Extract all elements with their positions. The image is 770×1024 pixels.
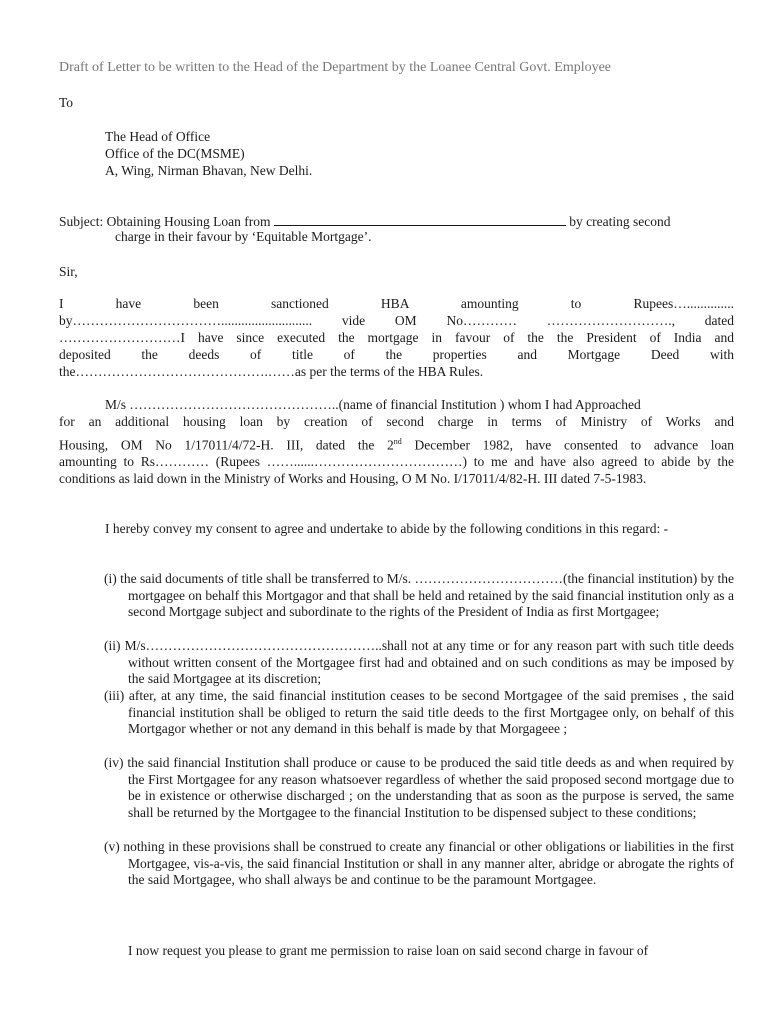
condition-i: (i) the said documents of title shall be transferred to M/s. ……………………………(the financial institution) by the mortgagee on behalf this Mortgagor and that shall be held and retained by the said financial institution only as a second Mortgage subject and subordinate to the rights of the President of India as first Mortgagee; — [104, 571, 734, 619]
address-line-3: A, Wing, Nirman Bhavan, New Delhi. — [105, 163, 313, 178]
ordinal-suffix: nd — [393, 437, 402, 446]
para1-line-3: ………………………I have since executed the mortgage in favour of the the President of India and — [59, 330, 734, 345]
subject-prefix: Subject: Obtaining Housing Loan from — [59, 214, 271, 229]
para2-line-3 — [59, 437, 734, 454]
para1-line-1: I have been sanctioned HBA amounting to Rupees….............. — [59, 296, 734, 311]
document-header: Draft of Letter to be written to the Head of the Department by the Loanee Central Govt. Employee — [59, 60, 612, 75]
para1-line-5: the…………………………………….……as per the terms of the HBA Rules. — [59, 364, 484, 379]
address-line-2: Office of the DC(MSME) — [105, 146, 245, 161]
para1-line-2: by……………………………........................... vide OM No………… ………………………., dated — [59, 313, 734, 328]
address-line-1: The Head of Office — [105, 129, 211, 144]
para2-rest: amounting to Rs………… (Rupees ……......……………………………) to me and have also agreed to abide by the conditions as laid down in the Ministry of Works and Housing, O M No. I/17011/4/82-H. III dated 7-5-1983. — [59, 454, 734, 486]
para1-line-4: deposited the deeds of title of the properties and Mortgage Deed with — [59, 347, 734, 362]
para2-line-3a: Housing, OM No 1/17011/4/72-H. III, dated the 2 — [59, 437, 394, 453]
condition-ii: (ii) M/s……………………………………………..shall not at any time or for any reason part with such title deeds without written consent of the Mortgagee first had and obtained and on such conditions as may be imposed by the said Mortgagee at its discretion; — [104, 638, 734, 686]
condition-iv: (iv) the said financial Institution shall produce or cause to be produced the said title deeds as and when required by the First Mortgagee for any reason whatsoever regardless of whether the said proposed second mortgage due to be in existence or otherwise discharged ; on the understanding that as soon as the purpose is served, the same shall be returned by the Mortgagee to the financial Institution to be dispensed subject to these conditions; — [104, 755, 734, 820]
subject-suffix: by creating second — [569, 214, 671, 229]
condition-v: (v) nothing in these provisions shall be construed to create any financial or other obligations or liabilities in the first Mortgagee, vis-a-vis, the said financial Institution or shall in any manner alter, abridge or abrogate the rights of the said Mortgagee, who shall always be and continue to be the paramount Mortgagee. — [104, 839, 734, 887]
para2-line-3b: December 1982, have consented to advance loan — [401, 437, 734, 453]
condition-iii: (iii) after, at any time, the said financial institution ceases to be second Mortgagee of the said premises , the said financial institution shall be obliged to return the said title deeds to the first Mortgagee only, on behalf of this Mortgagor whether or not any demand in this behalf is made by that Morgageee ; — [104, 688, 734, 736]
request-paragraph: I now request you please to grant me permission to raise loan on said second charge in favour of — [128, 943, 649, 958]
to-label: To — [59, 95, 74, 110]
subject-line-2: charge in their favour by ‘Equitable Mortgage’. — [115, 229, 372, 244]
lender-blank — [274, 213, 566, 226]
para2-line-2: for an additional housing loan by creation of second charge in terms of Ministry of Works and — [59, 414, 734, 429]
salutation: Sir, — [59, 264, 78, 279]
consent-paragraph: I hereby convey my consent to agree and undertake to abide by the following conditions in this regard: - — [105, 521, 669, 536]
para2-line-1: M/s ………………………………………..(name of financial Institution ) whom I had Approached — [105, 397, 641, 412]
subject-line — [59, 213, 670, 231]
